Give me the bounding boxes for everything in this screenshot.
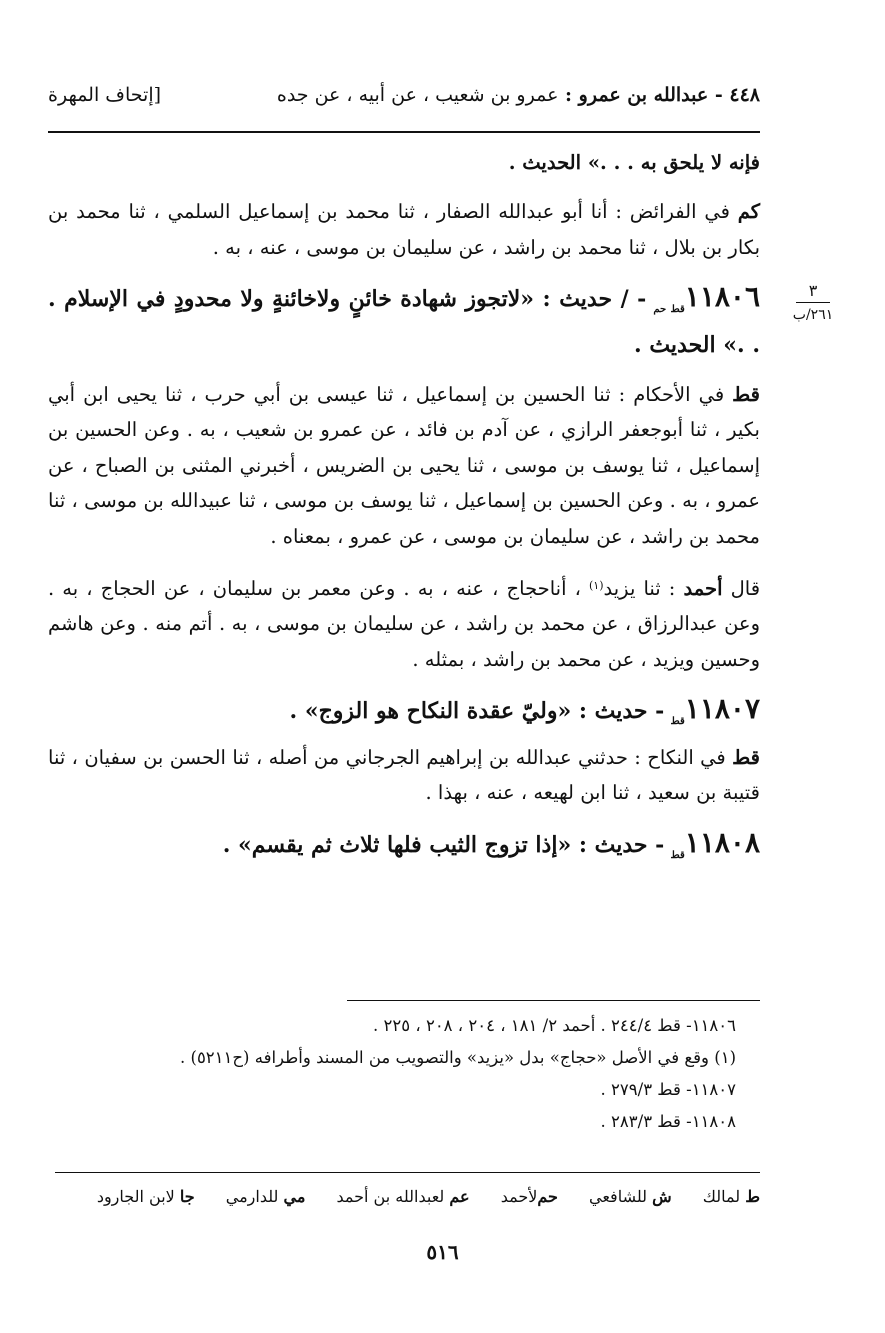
paragraph-3-text: في الأحكام : ثنا الحسين بن إسماعيل ، ثنا عيسى بن أبي حرب ، ثنا يحيى ابن أبي بكير ، ثنا أبوجعفر الرازي ، عن آدم بن فائد ، عن عمرو بن شعيب ، به . وعن الحسين بن إسماعيل ، ثنا يوسف بن موسى ، ثنا يحيى بن الضريس ، أخبرني المثنى بن الصباح ، عن عمرو ، به . وعن الحسين بن إسماعيل ، ثنا يوسف بن موسى ، ثنا عبيدالله بن موسى ، ثنا محمد بن راشد ، عن سليمان بن موسى ، عن عمرو ، بمعناه .	[48, 383, 760, 548]
source-code: أحمد	[683, 577, 723, 601]
paragraph-4-intro: قال	[730, 577, 761, 601]
hadith-number: ١١٨٠٦	[684, 280, 760, 314]
margin-note-line	[796, 302, 830, 303]
footnote-1: (١) وقع في الأصل «حجاج» بدل «يزيد» والتصويب من المسند وأطرافه (ح٥٢١١) .	[180, 1048, 736, 1067]
hadith-text: - / حديث : «لاتجوز شهادة خائنٍ ولاخائنةٍ ولا محدودٍ في الإسلام . . .» الحديث .	[48, 286, 760, 358]
footnote-rule	[347, 1000, 760, 1001]
key-item: عم لعبدالله بن أحمد	[336, 1187, 470, 1206]
paragraph-4-text-b: ، أناحجاج ، عنه ، به . وعن معمر بن سليمان ، عن الحجاج ، به . وعن عبدالرزاق ، عن محمد بن راشد ، عن سليمان بن موسى ، به . أتم منه . وعن هاشم وحسين ويزيد ، عن محمد بن راشد ، بمثله .	[48, 577, 760, 671]
hadith-number: ١١٨٠٨	[684, 825, 760, 859]
paragraph-5	[48, 740, 760, 811]
footnote-11808: ١١٨٠٨- قط ٢٨٣/٣ .	[600, 1112, 736, 1131]
header-rule	[48, 131, 760, 133]
hadith-number: ١١٨٠٧	[684, 692, 760, 726]
body-text	[48, 145, 760, 873]
hadith-11808	[48, 825, 760, 873]
paragraph-2	[48, 194, 760, 265]
hadith-source-codes: قط حم	[653, 304, 685, 316]
paragraph-2-text: في الفرائض : أنا أبو عبدالله الصفار ، ثنا محمد بن إسماعيل السلمي ، ثنا محمد بن بكار بن بلال ، ثنا محمد بن راشد ، عن سليمان بن موسى ، عنه ، به .	[48, 200, 760, 259]
footnote-11806: ١١٨٠٦- قط ٢٤٤/٤ . أحمد ٢/ ١٨١ ، ٢٠٤ ، ٢٠٨ ، ٢٢٥ .	[373, 1016, 736, 1035]
paragraph-1: فإنه لا يلحق به . . .» الحديث .	[508, 151, 760, 174]
hadith-11807	[48, 691, 760, 739]
paragraph-4	[48, 568, 760, 677]
header-title: ٤٤٨ - عبدالله بن عمرو : عمرو بن شعيب ، عن أبيه ، عن جده	[276, 84, 760, 106]
key-rule	[55, 1172, 760, 1173]
source-code: كم	[737, 200, 760, 224]
hadith-source-codes: قط	[670, 716, 685, 728]
header-title-chain: عمرو بن شعيب ، عن أبيه ، عن جده	[276, 84, 559, 106]
key-item: مي للدارمي	[225, 1187, 306, 1206]
hadith-11806	[48, 279, 760, 363]
footnotes	[48, 1010, 736, 1138]
running-header	[48, 84, 760, 114]
header-title-name: عبدالله بن عمرو :	[565, 84, 709, 106]
page-number: ٥١٦	[426, 1240, 459, 1264]
paragraph-5-text: في النكاح : حدثني عبدالله بن إبراهيم الجرجاني من أصله ، ثنا الحسن بن سفيان ، ثنا قتيبة بن سعيد ، ثنا ابن لهيعه ، عنه ، بهذا .	[48, 745, 760, 805]
abbreviation-key	[55, 1183, 760, 1211]
footnote-11807: ١١٨٠٧- قط ٢٧٩/٣ .	[600, 1080, 736, 1099]
hadith-text: - حديث : «وليّ عقدة النكاح هو الزوج» .	[289, 698, 665, 725]
hadith-source-codes: قط	[670, 849, 685, 861]
hadith-text: - حديث : «إذا تزوج الثيب فلها ثلاث ثم يقسم» .	[222, 831, 665, 858]
header-page-number: ٤٤٨	[729, 84, 760, 106]
footnote-marker: (١)	[589, 579, 604, 593]
paragraph-4-text-a: : ثنا يزيد	[603, 577, 676, 601]
key-item: حملأحمد	[500, 1187, 558, 1206]
source-code: قط	[732, 383, 760, 407]
key-item: ش للشافعي	[589, 1187, 672, 1206]
margin-note-bottom: ٢٦١/ب	[792, 307, 834, 323]
margin-note-top: ٣	[808, 281, 818, 300]
source-code: قط	[732, 745, 761, 769]
header-book-title: [إتحاف المهرة	[48, 84, 162, 106]
key-item: ط لمالك	[702, 1187, 760, 1206]
paragraph-3	[48, 377, 760, 554]
key-item: جا لابن الجارود	[96, 1187, 195, 1206]
margin-note	[783, 282, 843, 325]
